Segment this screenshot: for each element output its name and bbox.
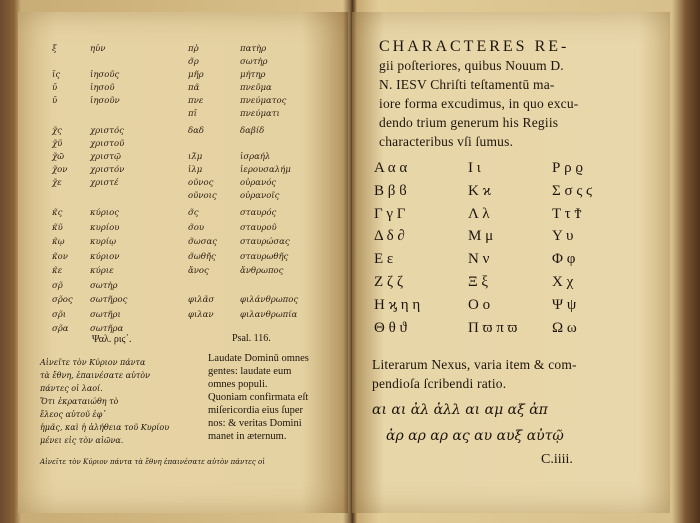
abbrev-cell: σ̃ου (188, 222, 205, 233)
alphabet-cell: Υ υ (552, 228, 574, 245)
abbrev-cell: σωτὴρ (240, 57, 268, 67)
alphabet-cell: Δ δ ∂ (374, 228, 405, 245)
title-line: gii poſteriores, quibus Nouum D. (379, 58, 564, 73)
abbrev-cell: σταυρωθῆς (240, 251, 289, 262)
abbrev-cell: κυρίῳ (90, 237, 117, 247)
book-gutter (343, 0, 357, 523)
alphabet-cell: Φ φ (552, 251, 576, 268)
alphabet-cell: Χ χ (552, 274, 574, 290)
greek-text-line: πάντες οἱ λαοί. (40, 384, 103, 393)
alphabet-cell: Ε ε (374, 251, 394, 268)
abbrev-cell: ἱλμ (188, 165, 203, 175)
alphabet-cell: Β β ϐ (374, 182, 407, 199)
abbrev-cell: φιλαν (188, 309, 214, 320)
abbrev-cell: σταυροῦ (240, 222, 277, 233)
greek-text-line: ἡμᾶς, καὶ ἡ ἀλήθεια τοῦ Κυρίου (40, 423, 170, 432)
title-line: iore forma excudimus, in quo excu- (379, 96, 579, 111)
abbrev-cell: οῦνοις (188, 191, 217, 201)
abbrev-cell: πνε (188, 96, 204, 106)
abbrev-cell: κ̃ε (52, 266, 63, 276)
abbrev-cell: πῤ (188, 44, 199, 54)
latin-text-line: Quoniam confirmata eſt (208, 392, 309, 403)
latin-text-line: omnes populi. (208, 379, 268, 390)
abbrev-cell: δαδ (188, 126, 204, 136)
ligatures-row-1: αι αι ἀλ ἀλλ αι αμ αξ ἀπ (372, 402, 548, 418)
abbrev-cell: ῑς (52, 70, 61, 80)
latin-text-line: Laudate Dominū omnes (208, 353, 309, 364)
abbrev-cell: μῆρ (188, 70, 204, 80)
latin-text-line: gentes: laudate eum (208, 366, 292, 377)
abbrev-cell: ἄνθρωπος (240, 266, 284, 276)
abbrev-cell: μήτηρ (240, 70, 266, 80)
abbrev-cell: ῡ (52, 83, 58, 93)
alphabet-cell: Ζ ζ ζ (374, 274, 404, 290)
abbrev-cell: σταυρώσας (240, 237, 290, 247)
alphabet-cell: Σ σ ς ϛ (552, 182, 593, 199)
psalm-latin-heading: Psal. 116. (232, 333, 271, 344)
abbrev-cell: φιλανθρωπία (240, 309, 298, 320)
abbrev-cell: ηὑν (90, 44, 106, 54)
nexus-heading-line-2: pendioſa ſcribendi ratio. (372, 376, 507, 391)
abbrev-cell: ῡ (52, 96, 58, 106)
latin-text-line: nos: & veritas Domini (208, 418, 302, 429)
alphabet-cell: Τ τ Ϯ (552, 205, 582, 222)
abbrev-cell: κ̃ον (52, 251, 68, 262)
abbrev-cell: σ̃ρ (188, 57, 199, 67)
alphabet-cell: Ν ν (468, 251, 490, 268)
alphabet-cell: Μ μ (468, 228, 494, 245)
title-line: dendo trium generum his Regiis (379, 115, 559, 130)
alphabet-cell: Ρ ρ ϱ (552, 160, 583, 176)
abbrev-cell: φιλᾶσ (188, 295, 215, 305)
alphabet-cell: Λ λ (468, 205, 490, 222)
abbrev-cell: χ̃ῶ (52, 152, 65, 162)
title-line: N. IESV Chriſti teſtamentū ma- (379, 77, 555, 92)
abbrev-cell: κύριε (90, 266, 114, 276)
abbrev-cell: ἄνος (188, 266, 209, 276)
abbrev-cell: ἰσραήλ (240, 152, 271, 162)
latin-psalm-text (208, 352, 309, 443)
abbrev-cell: σρ̃ι (52, 309, 67, 320)
abbrev-cell: οὐρανός (240, 178, 277, 188)
abbrev-cell: ἰησοῦν (90, 96, 120, 106)
title-line: CHARACTERES RE- (379, 38, 570, 55)
abbrev-cell: κ̃ς (52, 208, 63, 218)
alphabet-cell: Π ϖ π ϖ (468, 319, 518, 336)
psalm-greek-heading: Ψαλ. ριϛ΄. (92, 334, 132, 345)
nexus-heading-line-1: Literarum Nexus, varia item & com- (372, 357, 577, 372)
abbrev-cell: χριστός (90, 126, 124, 136)
abbrev-cell: χριστόν (90, 165, 125, 175)
abbrev-cell: σ̃ωθῆς (188, 251, 216, 262)
abbrev-cell: ἰησοῦς (90, 70, 120, 80)
alphabet-cell: Κ ϰ (468, 182, 491, 199)
page-title (379, 37, 579, 151)
abbrev-cell: σωτῆρα (90, 324, 124, 334)
title-line: characteribus vſi ſumus. (379, 134, 514, 149)
abbrev-cell: σρ̃α (52, 324, 69, 334)
abbrev-cell: δαβίδ (240, 126, 265, 136)
ligatures-row-2: ἀρ αρ αρ ας αυ αυξ αὐτῷ (386, 428, 564, 444)
greek-text-line: Ὅτι ἐκραταιώθη τὸ (40, 397, 119, 406)
abbrev-cell: κυρίου (90, 222, 120, 233)
abbrev-cell: πνεύματι (240, 109, 280, 119)
abbrev-cell: χ̃ς (52, 126, 62, 136)
abbrev-cell: κ̃ῳ (52, 237, 65, 247)
abbrev-cell: χ̃ον (52, 165, 68, 175)
abbrev-cell: σ̃ωσας (188, 237, 218, 247)
abbrev-cell: σ̃ς (188, 208, 199, 218)
alphabet-cell: Ι ι (468, 160, 481, 176)
abbrev-cell: σωτὴρ (90, 280, 118, 291)
abbrev-cell: κύριος (90, 208, 119, 218)
catchword-line: Αἰνεῖτε τὸν Κύριον πάντα τὰ ἔθνη ἐπαινέσατε αὐτὸν πάντες οἱ (40, 458, 265, 466)
abbrev-cell: οὐρανοῖς (240, 191, 280, 201)
alphabet-cell: Γ γ Γ (374, 205, 406, 222)
abbrev-cell: χριστέ (90, 178, 119, 188)
abbrev-cell: σρ̃ (52, 280, 63, 291)
abbrev-cell: φιλάνθρωπος (240, 295, 299, 305)
abbrev-cell: πνεύματος (240, 96, 287, 106)
alphabet-cell: Ο ο (468, 296, 491, 313)
alphabet-cell: Ψ ψ (552, 296, 577, 313)
alphabet-cell: Ξ ξ (468, 274, 489, 290)
abbrev-cell: ξ (52, 44, 57, 54)
greek-psalm-text (40, 356, 169, 447)
greek-text-line: Αἰνεῖτε τὸν Κύριον πάντα (40, 358, 146, 367)
latin-text-line: miſericordia eius ſuper (208, 405, 304, 416)
greek-text-line: ἔλεος αὐτοῦ ἐφ᾽ (40, 410, 107, 419)
alphabet-cell: Ω ω (552, 319, 577, 336)
signature-mark: C.iiii. (541, 452, 573, 467)
abbrev-cell: σταυρός (240, 208, 277, 218)
alphabet-cell: Θ θ ϑ (374, 319, 407, 336)
abbrev-cell: χριστοῦ (90, 139, 125, 149)
abbrev-cell: σωτῆρι (90, 309, 121, 320)
abbrev-cell: κύριον (90, 251, 120, 262)
abbrev-cell: ἰησοῦ (90, 83, 115, 93)
abbrev-cell: οῦνος (188, 178, 214, 188)
latin-text-line: manet in æternum. (208, 431, 287, 442)
greek-text-line: μένει εἰς τὸν αἰῶνα. (40, 436, 124, 445)
alphabet-cell: Η ϗ η η (374, 296, 421, 313)
abbrev-cell: χ̃ῦ (52, 139, 63, 149)
abbrev-cell: ιλ̃μ (188, 152, 203, 162)
abbrev-cell: χ̃ε (52, 178, 62, 188)
greek-text-line: τὰ ἔθνη, ἐπαινέσατε αὐτὸν (40, 371, 150, 380)
abbrev-cell: πατὴρ (240, 44, 267, 54)
abbrev-cell: σρ̃ος (52, 295, 73, 305)
abbrev-cell: χριστῷ (90, 152, 121, 162)
abbrev-cell: σωτῆρος (90, 295, 128, 305)
abbrev-cell: πνεῦμα (240, 83, 272, 93)
alphabet-cell: Α α α (374, 160, 408, 176)
abbrev-cell: πῑ (188, 109, 197, 119)
abbrev-cell: ἱερουσαλήμ (240, 165, 291, 175)
abbrev-cell: κ̃ῦ (52, 222, 63, 233)
abbrev-cell: πᾶ (188, 83, 200, 93)
